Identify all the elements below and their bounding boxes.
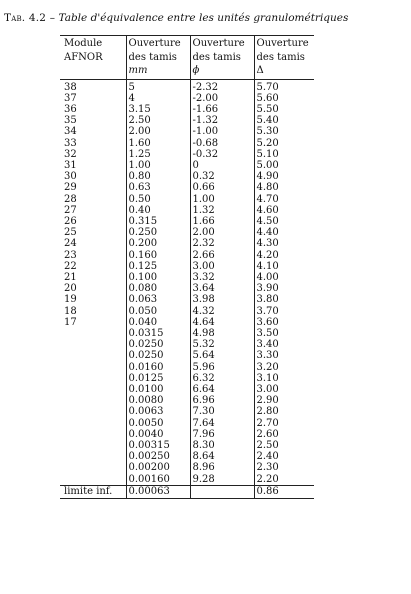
- cell-mm: 1.60: [126, 138, 190, 149]
- cell-module: [60, 451, 126, 462]
- cell-phi: 2.32: [190, 238, 254, 249]
- cell-delta: 3.30: [254, 350, 314, 361]
- cell-module: [60, 373, 126, 384]
- cell-phi: -2.00: [190, 93, 254, 104]
- table-row: [60, 306, 314, 317]
- table-row: [60, 104, 314, 115]
- header-delta-line2: des tamis: [254, 52, 314, 66]
- cell-phi: 8.30: [190, 440, 254, 451]
- table-row: [60, 474, 314, 486]
- cell-phi: 2.66: [190, 250, 254, 261]
- cell-delta: 2.40: [254, 451, 314, 462]
- cell-delta: 3.70: [254, 306, 314, 317]
- cell-module: 31: [64, 159, 77, 171]
- cell-module: [60, 350, 126, 361]
- table-row: [60, 294, 314, 305]
- cell-module: [60, 362, 126, 373]
- table-row: [60, 182, 314, 193]
- cell-phi: -1.32: [190, 115, 254, 126]
- cell-module: 36: [64, 103, 77, 115]
- cell-delta: 2.90: [254, 395, 314, 406]
- cell-delta: 3.00: [254, 384, 314, 395]
- cell-module: 17: [64, 316, 77, 328]
- cell-phi: -2.32: [190, 79, 254, 93]
- cell-mm: 0.315: [126, 216, 190, 227]
- cell-module: 27: [64, 204, 77, 216]
- table-row: [60, 283, 314, 294]
- cell-phi: 4.64: [190, 317, 254, 328]
- header-module-line2: AFNOR: [64, 51, 103, 63]
- cell-mm: 0.040: [126, 317, 190, 328]
- cell-delta: 3.80: [254, 294, 314, 305]
- table-body: [60, 79, 314, 499]
- header-mm-line2: des tamis: [126, 52, 190, 66]
- cell-module: 22: [64, 260, 77, 272]
- cell-phi: 5.32: [190, 339, 254, 350]
- cell-mm: 0.00160: [126, 474, 190, 486]
- cell-mm: 3.15: [126, 104, 190, 115]
- header-mm-unit: mm: [126, 65, 190, 79]
- table-row: [60, 328, 314, 339]
- cell-module: 28: [64, 193, 77, 205]
- cell-phi: -1.66: [190, 104, 254, 115]
- cell-module: [60, 339, 126, 350]
- table-row: [60, 362, 314, 373]
- cell-mm: 2.50: [126, 115, 190, 126]
- cell-phi: 1.00: [190, 194, 254, 205]
- cell-mm: 1.00: [126, 160, 190, 171]
- cell-mm: 0.0160: [126, 362, 190, 373]
- cell-phi: 6.96: [190, 395, 254, 406]
- cell-module: [60, 406, 126, 417]
- table-row: [60, 79, 314, 93]
- cell-phi: 7.30: [190, 406, 254, 417]
- cell-delta: 5.60: [254, 93, 314, 104]
- table-row: [60, 93, 314, 104]
- table-row: [60, 160, 314, 171]
- cell-mm: 0.0040: [126, 429, 190, 440]
- cell-delta: 2.50: [254, 440, 314, 451]
- cell-phi: 7.96: [190, 429, 254, 440]
- cell-module: [60, 440, 126, 451]
- cell-module: 18: [64, 305, 77, 317]
- cell-module: 33: [64, 137, 77, 149]
- cell-delta: 5.30: [254, 126, 314, 137]
- cell-mm: 0.063: [126, 294, 190, 305]
- cell-delta: 4.10: [254, 261, 314, 272]
- cell-module: 37: [64, 92, 77, 104]
- cell-phi: 3.00: [190, 261, 254, 272]
- cell-module: 25: [64, 227, 77, 239]
- cell-module: 30: [64, 171, 77, 183]
- table-row: [60, 216, 314, 227]
- header-module-unit: [60, 65, 126, 79]
- cell-module: 38: [60, 79, 126, 93]
- table-row: [60, 238, 314, 249]
- cell-delta: 3.90: [254, 283, 314, 294]
- header-phi-unit: ϕ: [190, 65, 254, 79]
- cell-delta: 2.80: [254, 406, 314, 417]
- cell-delta: 2.30: [254, 462, 314, 473]
- cell-mm: 0.00250: [126, 451, 190, 462]
- cell-mm: 5: [126, 79, 190, 93]
- cell-module: [60, 328, 126, 339]
- cell-mm: 0.00063: [126, 485, 190, 498]
- table-row: [60, 350, 314, 361]
- cell-mm: 0.50: [126, 194, 190, 205]
- cell-mm: 0.00315: [126, 440, 190, 451]
- cell-delta: 2.20: [254, 474, 314, 486]
- table-row: [60, 317, 314, 328]
- cell-phi: 5.96: [190, 362, 254, 373]
- cell-delta: 4.60: [254, 205, 314, 216]
- cell-delta: 3.50: [254, 328, 314, 339]
- header-phi: Ouverture: [190, 36, 254, 52]
- cell-delta: 5.10: [254, 149, 314, 160]
- cell-delta: 0.86: [254, 485, 314, 498]
- cell-delta: 4.90: [254, 171, 314, 182]
- cell-delta: 3.60: [254, 317, 314, 328]
- cell-mm: 4: [126, 93, 190, 104]
- header-mm: Ouverture: [126, 36, 190, 52]
- table-row: [60, 339, 314, 350]
- cell-phi: 3.32: [190, 272, 254, 283]
- table-row: [60, 462, 314, 473]
- cell-delta: 3.10: [254, 373, 314, 384]
- cell-phi: 4.32: [190, 306, 254, 317]
- table-row: [60, 418, 314, 429]
- cell-module: 26: [64, 215, 77, 227]
- cell-module: [60, 474, 126, 486]
- cell-phi: 0: [190, 160, 254, 171]
- cell-module: 20: [64, 283, 77, 295]
- cell-phi: 8.64: [190, 451, 254, 462]
- table-row: [60, 205, 314, 216]
- cell-module: [60, 384, 126, 395]
- cell-phi: -0.68: [190, 138, 254, 149]
- cell-mm: 0.250: [126, 227, 190, 238]
- cell-mm: 0.050: [126, 306, 190, 317]
- cell-delta: 4.00: [254, 272, 314, 283]
- cell-module: limite inf.: [60, 485, 126, 498]
- table-row: [60, 451, 314, 462]
- cell-phi: 6.32: [190, 373, 254, 384]
- cell-phi: 3.64: [190, 283, 254, 294]
- cell-module: 23: [64, 249, 77, 261]
- cell-phi: 4.98: [190, 328, 254, 339]
- header-module: Module: [60, 36, 126, 52]
- cell-module: 32: [64, 148, 77, 160]
- cell-delta: 5.50: [254, 104, 314, 115]
- table-caption: [4, 12, 408, 24]
- caption-label: Tab. 4.2 –: [4, 12, 56, 24]
- table-row: [60, 126, 314, 137]
- cell-mm: 0.00200: [126, 462, 190, 473]
- table-row: [60, 440, 314, 451]
- cell-mm: 0.0050: [126, 418, 190, 429]
- cell-phi: [190, 485, 254, 498]
- cell-mm: 0.40: [126, 205, 190, 216]
- cell-module: 24: [64, 238, 77, 250]
- cell-delta: 4.80: [254, 182, 314, 193]
- cell-phi: 0.32: [190, 171, 254, 182]
- cell-mm: 1.25: [126, 149, 190, 160]
- cell-mm: 0.100: [126, 272, 190, 283]
- cell-mm: 0.0315: [126, 328, 190, 339]
- cell-mm: 0.0125: [126, 373, 190, 384]
- table-row: [60, 171, 314, 182]
- cell-mm: 0.200: [126, 238, 190, 249]
- cell-delta: 5.70: [254, 79, 314, 93]
- table-row: [60, 227, 314, 238]
- header-phi-line2: des tamis: [190, 52, 254, 66]
- cell-module: [60, 395, 126, 406]
- header-delta-unit: Δ: [254, 65, 314, 79]
- cell-phi: 9.28: [190, 474, 254, 486]
- cell-module: 19: [64, 294, 77, 306]
- cell-module: 29: [64, 182, 77, 194]
- table-row: [60, 485, 314, 498]
- cell-phi: 8.96: [190, 462, 254, 473]
- cell-delta: 5.40: [254, 115, 314, 126]
- cell-phi: 1.32: [190, 205, 254, 216]
- table-row: [60, 194, 314, 205]
- table-row: [60, 384, 314, 395]
- cell-delta: 2.70: [254, 418, 314, 429]
- cell-phi: 3.98: [190, 294, 254, 305]
- table-row: [60, 115, 314, 126]
- table-row: [60, 261, 314, 272]
- cell-mm: 0.080: [126, 283, 190, 294]
- cell-phi: 7.64: [190, 418, 254, 429]
- cell-delta: 4.40: [254, 227, 314, 238]
- cell-delta: 2.60: [254, 429, 314, 440]
- cell-mm: 0.125: [126, 261, 190, 272]
- cell-mm: 0.0063: [126, 406, 190, 417]
- cell-delta: 3.40: [254, 339, 314, 350]
- cell-delta: 4.30: [254, 238, 314, 249]
- cell-module: 35: [64, 115, 77, 127]
- cell-delta: 5.00: [254, 160, 314, 171]
- granulometry-table: [60, 35, 314, 499]
- cell-delta: 4.70: [254, 194, 314, 205]
- cell-module: 34: [64, 126, 77, 138]
- cell-mm: 0.0100: [126, 384, 190, 395]
- cell-phi: -0.32: [190, 149, 254, 160]
- cell-phi: 0.66: [190, 182, 254, 193]
- cell-phi: 5.64: [190, 350, 254, 361]
- table-row: [60, 250, 314, 261]
- cell-module: [60, 462, 126, 473]
- cell-module: 21: [64, 271, 77, 283]
- cell-phi: 6.64: [190, 384, 254, 395]
- cell-mm: 0.63: [126, 182, 190, 193]
- cell-phi: 1.66: [190, 216, 254, 227]
- cell-phi: -1.00: [190, 126, 254, 137]
- cell-delta: 5.20: [254, 138, 314, 149]
- table-row: [60, 429, 314, 440]
- cell-mm: 0.0080: [126, 395, 190, 406]
- table-row: [60, 272, 314, 283]
- table-row: [60, 406, 314, 417]
- table-row: [60, 138, 314, 149]
- table-row: [60, 373, 314, 384]
- table-row: [60, 395, 314, 406]
- cell-mm: 0.160: [126, 250, 190, 261]
- table-header: [60, 36, 314, 80]
- caption-title: Table d'équivalence entre les unités granulométriques: [58, 12, 349, 24]
- cell-delta: 4.50: [254, 216, 314, 227]
- cell-delta: 4.20: [254, 250, 314, 261]
- cell-mm: 2.00: [126, 126, 190, 137]
- cell-module: [60, 429, 126, 440]
- header-delta: Ouverture: [254, 36, 314, 52]
- cell-phi: 2.00: [190, 227, 254, 238]
- cell-mm: 0.80: [126, 171, 190, 182]
- cell-mm: 0.0250: [126, 339, 190, 350]
- cell-delta: 3.20: [254, 362, 314, 373]
- table-row: [60, 149, 314, 160]
- cell-mm: 0.0250: [126, 350, 190, 361]
- cell-module: [60, 418, 126, 429]
